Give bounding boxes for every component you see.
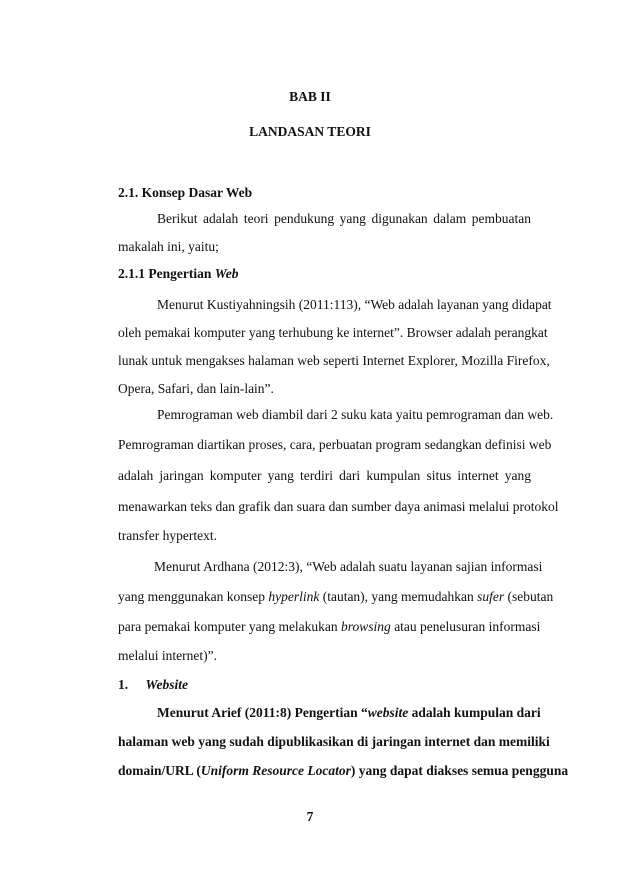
section-heading-pengertian-web (118, 266, 239, 282)
p3-text: yang menggunakan konsep (118, 589, 265, 604)
p2-line-4: menawarkan teks dan grafik dan suara dan sumber daya animasi melalui protokol (118, 499, 559, 514)
p3-line-2 (118, 589, 554, 605)
list-item-website (118, 677, 188, 693)
p2-line-1: Pemrograman web diambil dari 2 suku kata yaitu pemrograman dan web. (157, 407, 554, 422)
list-number: 1. (118, 677, 129, 692)
p2-line-2: Pemrograman diartikan proses, cara, perbuatan program sedangkan definisi web (118, 437, 552, 452)
p3-text: (tautan), yang memudahkan (322, 589, 474, 604)
section-heading-konsep-dasar-web: 2.1. Konsep Dasar Web (118, 185, 253, 200)
p3-line-4: melalui internet)”. (118, 648, 217, 663)
intro-line-1: Berikut adalah teori pendukung yang digunakan dalam pembuatan (157, 211, 531, 226)
p1-line-1: Menurut Kustiyahningsih (2011:113), “Web adalah layanan yang didapat (157, 297, 552, 312)
p3-line-1: Menurut Ardhana (2012:3), “Web adalah suatu layanan sajian informasi (154, 559, 543, 574)
p3-line-3 (118, 619, 541, 635)
p4-line-3 (118, 763, 569, 779)
p1-line-2: oleh pemakai komputer yang terhubung ke internet”. Browser adalah perangkat (118, 325, 548, 340)
term-url: Uniform Resource Locator (200, 763, 351, 778)
p3-text: (sebutan (507, 589, 554, 604)
p4-text: adalah kumpulan dari (411, 705, 541, 720)
p2-line-3: adalah jaringan komputer yang terdiri dari kumpulan situs internet yang (118, 468, 531, 483)
p4-text: ) yang dapat diakses semua pengguna (350, 763, 569, 778)
section-number-label: 2.1.1 Pengertian (118, 266, 212, 281)
section-italic-term: Web (214, 266, 239, 281)
p3-text: para pemakai komputer yang melakukan (118, 619, 338, 634)
p1-line-4: Opera, Safari, dan lain-lain”. (118, 381, 274, 396)
p3-text: atau penelusuran informasi (394, 619, 541, 634)
chapter-title: LANDASAN TEORI (249, 124, 371, 139)
page-number: 7 (306, 809, 314, 824)
p4-text: Menurut Arief (2011:8) Pengertian “ (157, 705, 368, 720)
p2-line-5: transfer hypertext. (118, 528, 217, 543)
p4-line-1 (157, 705, 541, 721)
intro-line-2: makalah ini, yaitu; (118, 239, 219, 254)
p4-line-2: halaman web yang sudah dipublikasikan di jaringan internet dan memiliki (118, 734, 550, 749)
p4-text: domain/URL ( (118, 763, 201, 778)
chapter-number: BAB II (289, 89, 331, 104)
p1-line-3: lunak untuk mengakses halaman web seperti Internet Explorer, Mozilla Firefox, (118, 353, 550, 368)
term-browsing: browsing (341, 619, 391, 634)
list-label: Website (145, 677, 188, 692)
term-sufer: sufer (477, 589, 505, 604)
term-website: website (367, 705, 409, 720)
term-hyperlink: hyperlink (268, 589, 320, 604)
